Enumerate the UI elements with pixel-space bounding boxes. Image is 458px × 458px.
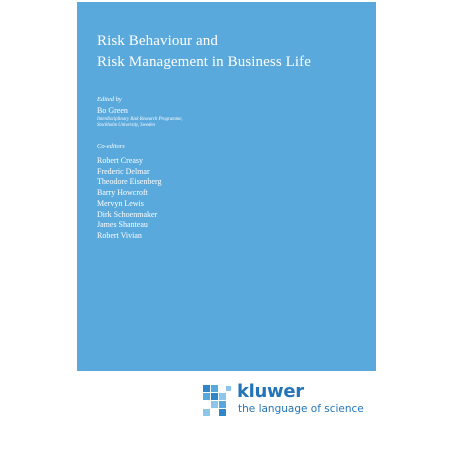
title-line-1: Risk Behaviour and xyxy=(97,33,218,49)
publisher-logo xyxy=(201,383,376,423)
publisher-tagline: the language of science xyxy=(238,403,364,415)
editor-name: Bo Green xyxy=(97,106,128,115)
coeditors-list xyxy=(97,156,162,242)
affiliation-line-1: Interdisciplinary Risk Research Programme, xyxy=(97,117,183,122)
coeditor-item: Robert Creasy xyxy=(97,156,143,165)
coeditor-item: Mervyn Lewis xyxy=(97,198,144,208)
publisher-name: kluwer xyxy=(237,381,304,402)
coeditor-item: Barry Howcroft xyxy=(97,188,148,198)
affiliation-line-2: Stockholm University, Sweden xyxy=(97,123,155,128)
kluwer-cubes-logo-icon xyxy=(201,383,233,417)
editor-affiliation xyxy=(97,117,183,129)
book-cover xyxy=(77,2,376,371)
coeditors-label: Co-editors xyxy=(97,143,125,150)
book-title xyxy=(97,31,311,73)
edited-by-label: Edited by xyxy=(97,96,122,103)
title-line-2: Risk Management in Business Life xyxy=(97,54,312,70)
coeditor-item: Theodore Eisenberg xyxy=(97,177,162,187)
coeditor-item: James Shanteau xyxy=(97,220,148,230)
coeditor-item: Dirk Schoenmaker xyxy=(97,209,158,219)
coeditor-item: Robert Vivian xyxy=(97,230,142,240)
coeditor-item: Frederic Delmar xyxy=(97,166,150,176)
